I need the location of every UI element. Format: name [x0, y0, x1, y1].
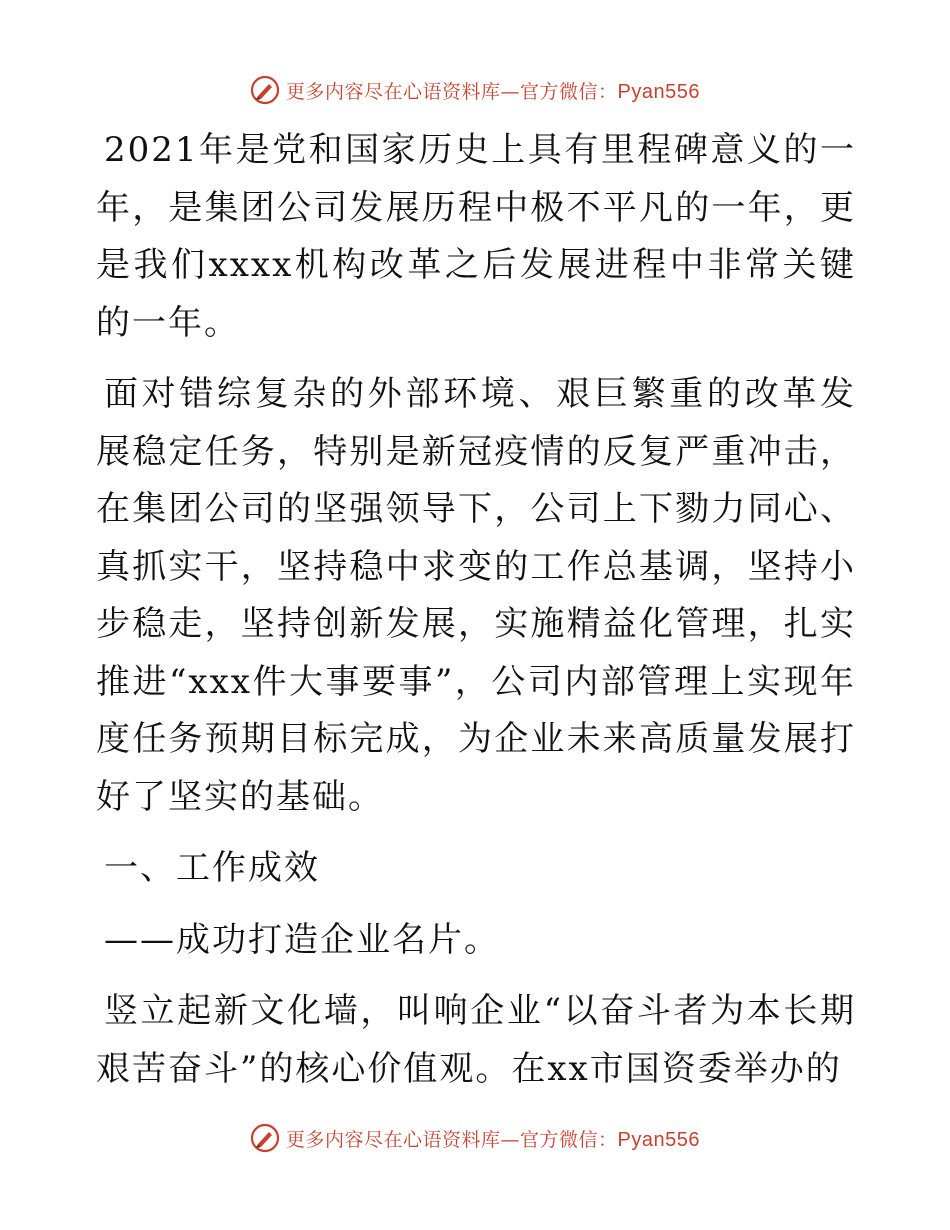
watermark-handle: Pyan556: [617, 80, 700, 103]
subsection-heading: ——成功打造企业名片。: [104, 919, 500, 960]
header-watermark: [0, 70, 950, 110]
section-heading: 一、工作成效: [104, 848, 320, 888]
document-body: [96, 122, 856, 1112]
watermark-text: [286, 77, 700, 104]
watermark-label: 更多内容尽在心语资料库—官方微信：: [286, 80, 618, 103]
paragraph-1: 2021年是党和国家历史上具有里程碑意义的一年，是集团公司发展历程中极不平凡的一年，更是我们xxxx机构改革之后发展进程中非常关键的一年。: [96, 130, 856, 343]
footer-watermark: [0, 1118, 950, 1158]
watermark-text: [286, 1125, 700, 1152]
paragraph-3: 竖立起新文化墙，叫响企业“以奋斗者为本长期艰苦奋斗”的核心价值观。在xx市国资委举办的: [96, 991, 856, 1089]
pen-logo-icon: [250, 75, 280, 105]
pen-logo-icon: [250, 1123, 280, 1153]
paragraph-2: 面对错综复杂的外部环境、艰巨繁重的改革发展稳定任务，特别是新冠疫情的反复严重冲击，在集团公司的坚强领导下，公司上下勠力同心、真抓实干，坚持稳中求变的工作总基调，坚持小步稳走，坚持创新发展，实施精益化管理，扎实推进“xxx件大事要事”，公司内部管理上实现年度任务预期目标完成，为企业未来高质量发展打好了坚实的基础。: [96, 374, 856, 817]
watermark-label: 更多内容尽在心语资料库—官方微信：: [286, 1128, 618, 1151]
watermark-handle: Pyan556: [617, 1128, 700, 1151]
